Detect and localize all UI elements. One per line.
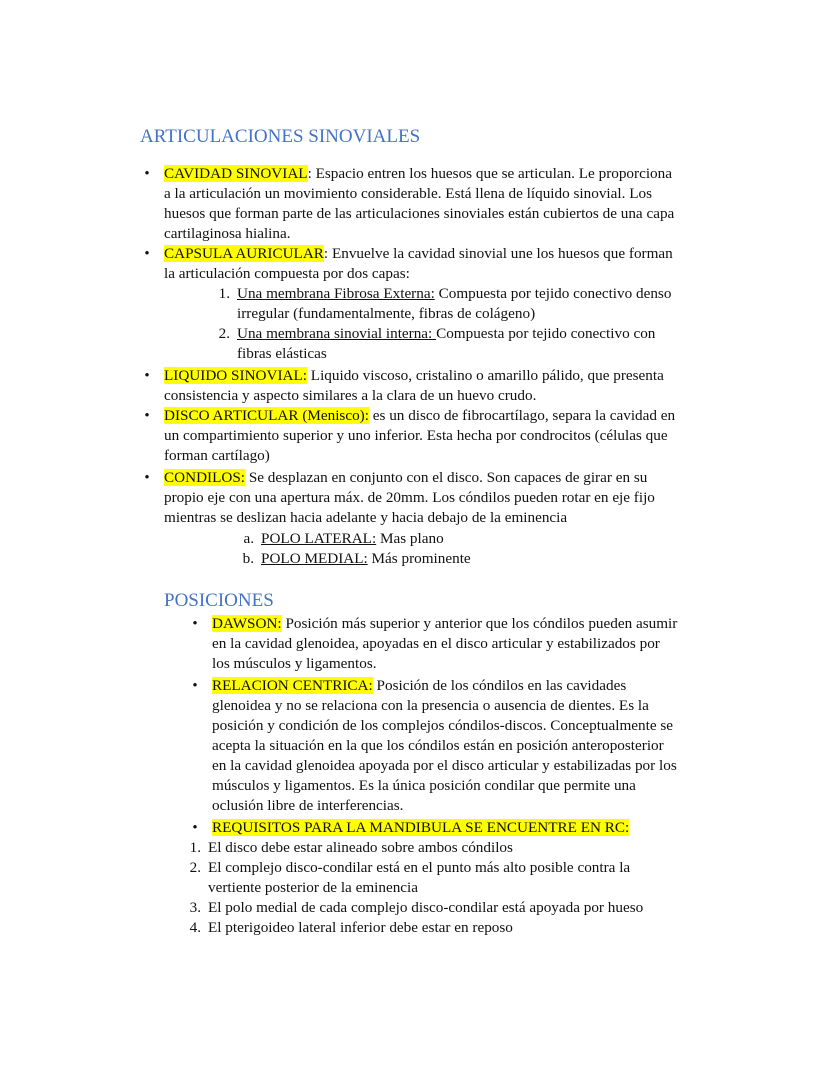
highlighted-term: DISCO ARTICULAR (Menisco): bbox=[164, 407, 369, 424]
requirement-item: 1. El disco debe estar alineado sobre ambos cóndilos bbox=[189, 839, 513, 856]
bullet-icon: • bbox=[144, 408, 150, 424]
highlighted-term: LIQUIDO SINOVIAL: bbox=[164, 367, 307, 384]
bullet-item-condilos: • CONDILOS: Se desplazan en conjunto con el disco. Son capaces de girar en su propio eje con una apertura máx. de 20mm. Los cóndilos pueden rotar en eje fijo mientras se deslizan hacia adelante y hacia debajo de la eminencia bbox=[164, 468, 655, 528]
bullet-item-requisitos bbox=[192, 818, 630, 838]
underlined-term: Una membrana sinovial interna: bbox=[237, 325, 437, 342]
requirement-item: 2. El complejo disco-condilar está en el punto más alto posible contra la vertiente posterior de la eminencia bbox=[189, 859, 631, 896]
bullet-item-capsula-auricular: • CAPSULA AURICULAR: Envuelve la cavidad sinovial une los huesos que forman la articulación compuesta por dos capas: bbox=[164, 244, 673, 284]
highlighted-term: CONDILOS: bbox=[164, 469, 246, 486]
section-heading-articulaciones: ARTICULACIONES SINOVIALES bbox=[140, 126, 421, 147]
numbered-subitem: 2. Una membrana sinovial interna: Compuesta por tejido conectivo con fibras elásticas bbox=[218, 325, 656, 362]
underlined-term: POLO MEDIAL: bbox=[261, 550, 368, 567]
section-heading-posiciones: POSICIONES bbox=[164, 590, 274, 611]
highlighted-term: RELACION CENTRICA: bbox=[212, 677, 373, 694]
bullet-icon: • bbox=[192, 678, 198, 694]
bullet-icon: • bbox=[144, 166, 150, 182]
highlighted-term: DAWSON: bbox=[212, 615, 282, 632]
bullet-icon: • bbox=[192, 820, 198, 836]
highlighted-term: REQUISITOS PARA LA MANDIBULA SE ENCUENTRE EN RC: bbox=[212, 819, 630, 836]
bullet-item-relacion-centrica: • RELACION CENTRICA: Posición de los cóndilos en las cavidades glenoidea y no se relaciona con la presencia o ausencia de dientes. Es la posición y condición de los complejos cóndilos-discos. Conceptualmente se acepta la situación en la que los cóndilos están en posición anteroposterior en la cavidad glenoidea apoyada por el disco articular y estabilizadas por los músculos y ligamentos. Es la única posición condilar que permite una oclusión libre de interferencias. bbox=[212, 676, 677, 816]
highlighted-term: CAVIDAD SINOVIAL bbox=[164, 165, 308, 182]
bullet-icon: • bbox=[144, 470, 150, 486]
bullet-icon: • bbox=[192, 616, 198, 632]
bullet-item-cavidad-sinovial: • CAVIDAD SINOVIAL: Espacio entren los huesos que se articulan. Le proporciona a la articulación un movimiento considerable. Está llena de líquido sinovial. Los huesos que forman parte de las articulaciones sinoviales están cubiertos de una capa cartilaginosa hialina. bbox=[164, 164, 674, 244]
underlined-term: POLO LATERAL: bbox=[261, 530, 377, 547]
requirement-item: 4. El pterigoideo lateral inferior debe estar en reposo bbox=[189, 919, 513, 936]
underlined-term: Una membrana Fibrosa Externa: bbox=[237, 285, 435, 302]
numbered-subitem: 1. Una membrana Fibrosa Externa: Compuesta por tejido conectivo denso irregular (fundamentalmente, fibras de colágeno) bbox=[218, 285, 672, 322]
lettered-subitem: b. POLO MEDIAL: Más prominente bbox=[242, 550, 471, 567]
lettered-subitem: a. POLO LATERAL: Mas plano bbox=[243, 530, 444, 547]
bullet-item-liquido-sinovial: • LIQUIDO SINOVIAL: Liquido viscoso, cristalino o amarillo pálido, que presenta consistencia y aspecto similares a la clara de un huevo crudo. bbox=[164, 366, 664, 406]
requirement-item: 3. El polo medial de cada complejo disco-condilar está apoyada por hueso bbox=[189, 899, 644, 916]
bullet-icon: • bbox=[144, 368, 150, 384]
bullet-item-dawson: • DAWSON: Posición más superior y anterior que los cóndilos pueden asumir en la cavidad glenoidea, apoyadas en el disco articular y estabilizados por los músculos y ligamentos. bbox=[212, 614, 677, 674]
bullet-item-disco-articular: • DISCO ARTICULAR (Menisco): es un disco de fibrocartílago, separa la cavidad en un compartimiento superior y uno inferior. Esta hecha por condrocitos (células que forman cartílago) bbox=[164, 406, 675, 466]
highlighted-term: CAPSULA AURICULAR bbox=[164, 245, 324, 262]
bullet-icon: • bbox=[144, 246, 150, 262]
